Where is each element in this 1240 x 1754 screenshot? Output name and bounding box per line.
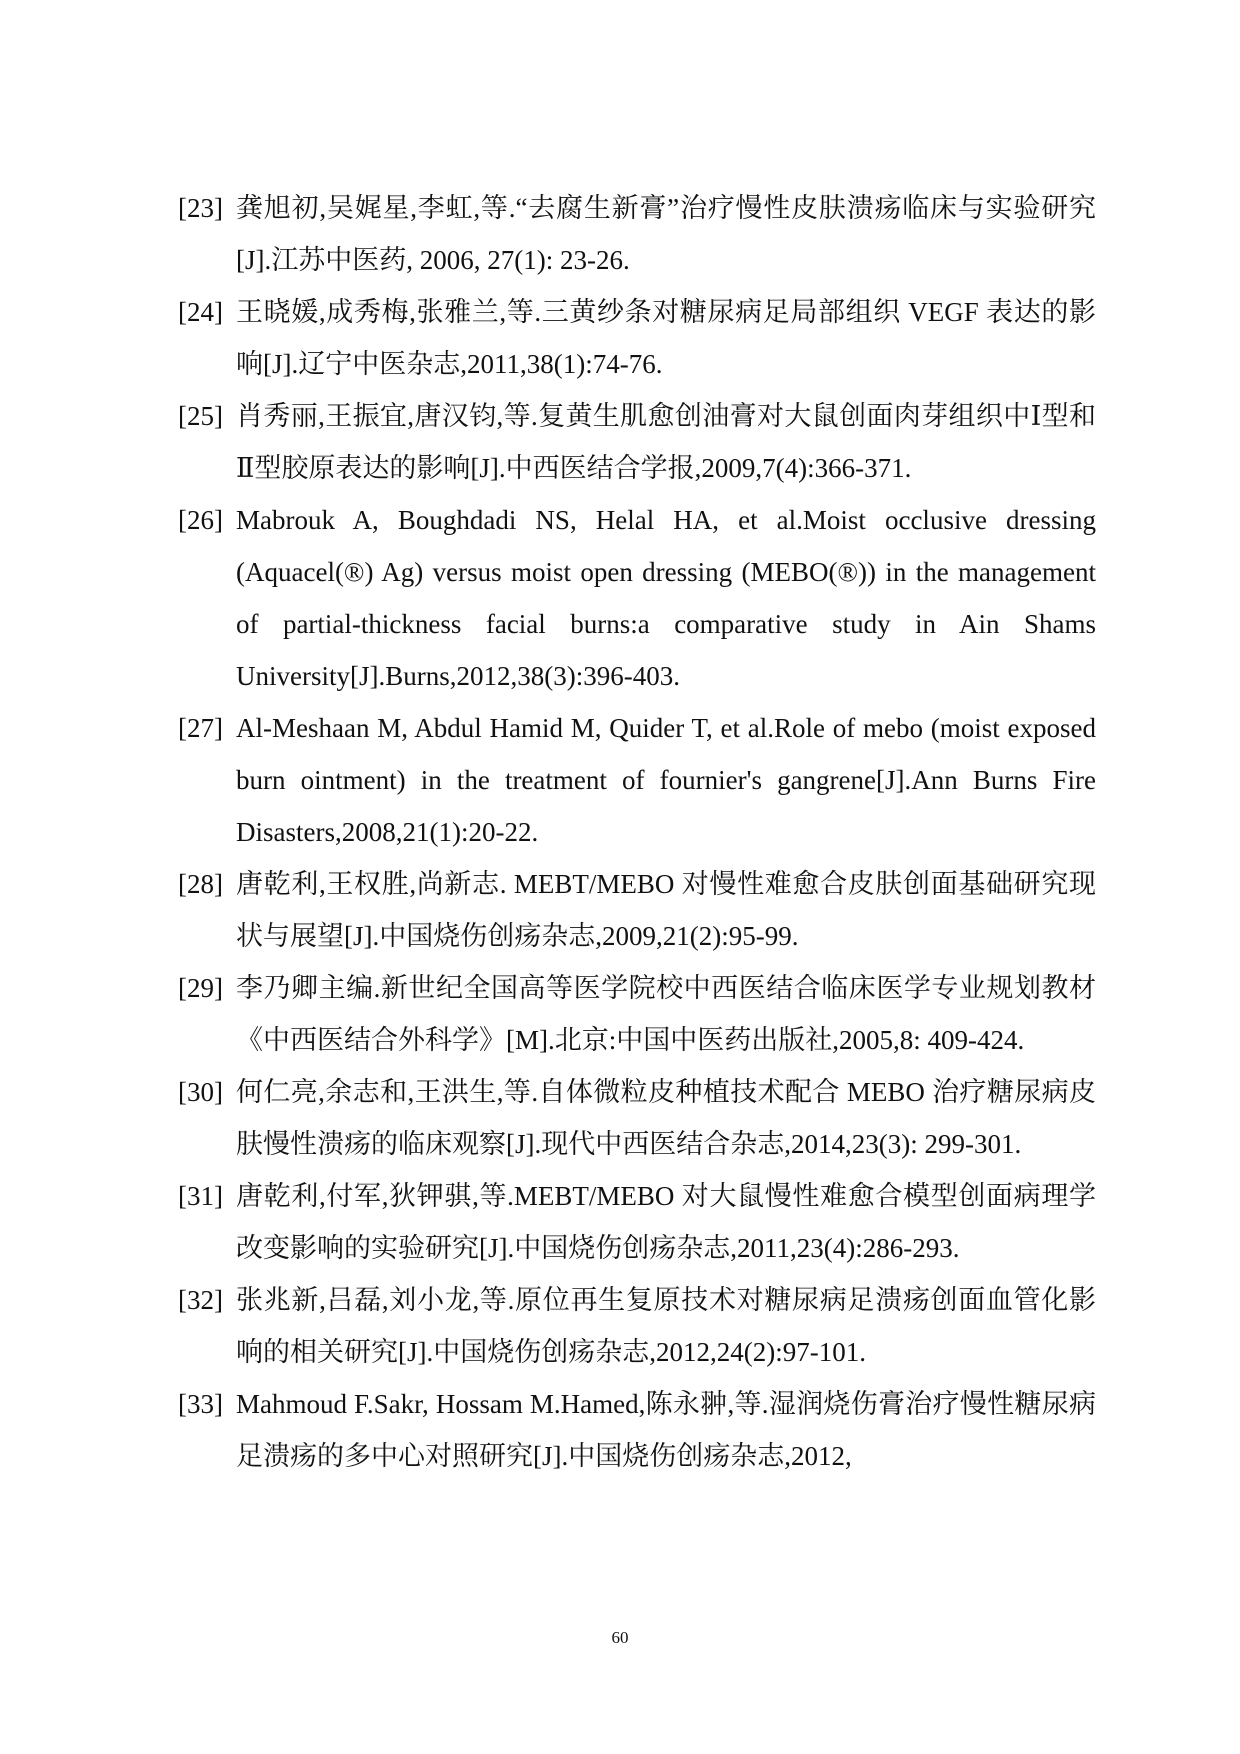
reference-number: [29] <box>178 973 223 1003</box>
reference-item <box>178 1274 1096 1378</box>
reference-number: [31] <box>178 1181 223 1211</box>
reference-item <box>178 182 1096 286</box>
reference-item <box>178 1066 1096 1170</box>
reference-text: 肖秀丽,王振宜,唐汉钧,等.复黄生肌愈创油膏对大鼠创面肉芽组织中Ⅰ型和Ⅱ型胶原表达的影响[J].中西医结合学报,2009,7(4):366-371. <box>236 401 1096 483</box>
reference-item <box>178 390 1096 494</box>
reference-item <box>178 702 1096 858</box>
reference-number: [33] <box>178 1389 223 1419</box>
reference-text: 王晓媛,成秀梅,张雅兰,等.三黄纱条对糖尿病足局部组织 VEGF 表达的影响[J].辽宁中医杂志,2011,38(1):74-76. <box>236 297 1096 379</box>
reference-text: 唐乾利,王权胜,尚新志. MEBT/MEBO 对慢性难愈合皮肤创面基础研究现状与展望[J].中国烧伤创疡杂志,2009,21(2):95-99. <box>236 869 1096 951</box>
reference-text: 何仁亮,余志和,王洪生,等.自体微粒皮种植技术配合 MEBO 治疗糖尿病皮肤慢性溃疡的临床观察[J].现代中西医结合杂志,2014,23(3): 299-301. <box>236 1077 1096 1159</box>
reference-number: [23] <box>178 193 223 223</box>
reference-number: [28] <box>178 869 223 899</box>
reference-text: 张兆新,吕磊,刘小龙,等.原位再生复原技术对糖尿病足溃疡创面血管化影响的相关研究[J].中国烧伤创疡杂志,2012,24(2):97-101. <box>236 1285 1096 1367</box>
reference-text: Mahmoud F.Sakr, Hossam M.Hamed,陈永翀,等.湿润烧伤膏治疗慢性糖尿病足溃疡的多中心对照研究[J].中国烧伤创疡杂志,2012, <box>236 1389 1096 1471</box>
reference-item <box>178 494 1096 702</box>
reference-text: Mabrouk A, Boughdadi NS, Helal HA, et al.Moist occlusive dressing (Aquacel(®) Ag) versus moist open dressing (MEBO(®)) in the management of partial-thickness facial burns:a comparative study in Ain Shams University[J].Burns,2012,38(3):396-403. <box>236 505 1096 691</box>
reference-number: [27] <box>178 713 223 743</box>
reference-list <box>178 182 1096 1482</box>
reference-number: [26] <box>178 505 223 535</box>
reference-item <box>178 962 1096 1066</box>
reference-item <box>178 1378 1096 1482</box>
reference-text: 唐乾利,付军,狄钾骐,等.MEBT/MEBO 对大鼠慢性难愈合模型创面病理学改变影响的实验研究[J].中国烧伤创疡杂志,2011,23(4):286-293. <box>236 1181 1096 1263</box>
reference-text: 李乃卿主编.新世纪全国高等医学院校中西医结合临床医学专业规划教材《中西医结合外科学》[M].北京:中国中医药出版社,2005,8: 409-424. <box>236 973 1096 1055</box>
reference-item <box>178 858 1096 962</box>
reference-number: [30] <box>178 1077 223 1107</box>
page-number: 60 <box>611 1628 629 1647</box>
reference-text: 龚旭初,吴娓星,李虹,等.“去腐生新膏”治疗慢性皮肤溃疡临床与实验研究[J].江苏中医药, 2006, 27(1): 23-26. <box>236 193 1096 275</box>
reference-number: [25] <box>178 401 223 431</box>
reference-number: [32] <box>178 1285 223 1315</box>
reference-item <box>178 286 1096 390</box>
reference-number: [24] <box>178 297 223 327</box>
reference-text: Al-Meshaan M, Abdul Hamid M, Quider T, et al.Role of mebo (moist exposed burn ointment) in the treatment of fournier's gangrene[J].Ann Burns Fire Disasters,2008,21(1):20-22. <box>236 713 1096 847</box>
reference-item <box>178 1170 1096 1274</box>
